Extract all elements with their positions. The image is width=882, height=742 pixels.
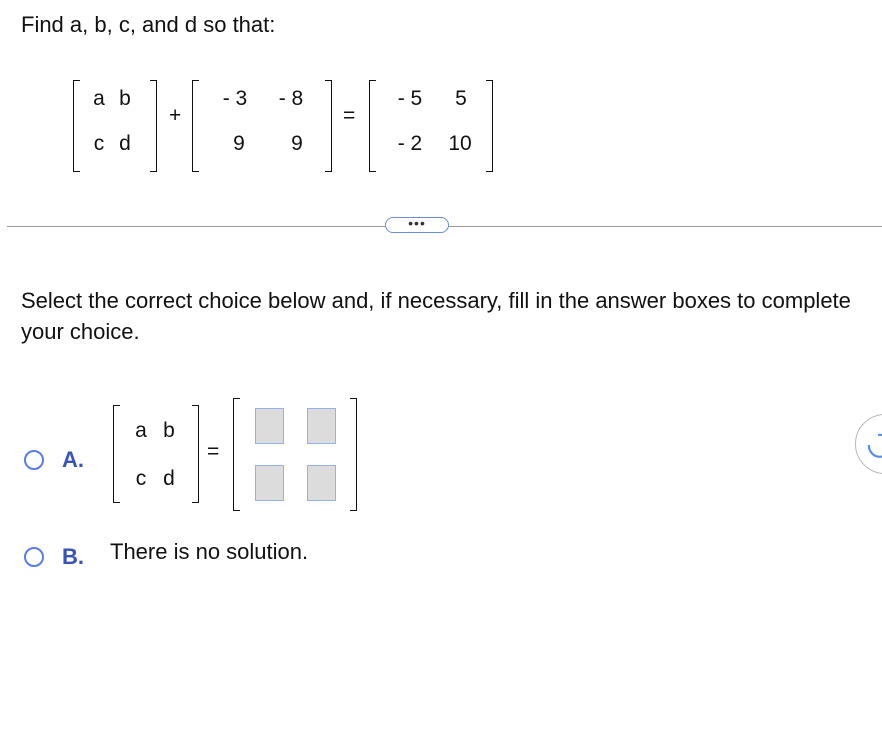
choice-a-matrix-abcd bbox=[113, 405, 199, 503]
right-bracket bbox=[486, 80, 493, 172]
refresh-icon[interactable] bbox=[855, 414, 882, 474]
plus-sign: + bbox=[169, 104, 182, 127]
choice-a-answer-matrix bbox=[233, 398, 357, 511]
matrix-abcd bbox=[73, 80, 157, 172]
matrix-addend bbox=[192, 80, 332, 172]
equals-sign: = bbox=[343, 104, 356, 127]
matrix-cell: 9 bbox=[233, 132, 245, 155]
left-bracket bbox=[113, 405, 120, 503]
matrix-cell: - 3 bbox=[222, 87, 248, 110]
matrix-cell: - 8 bbox=[278, 87, 304, 110]
choice-b-text[interactable]: There is no solution. bbox=[110, 539, 309, 564]
more-button[interactable]: ••• bbox=[385, 217, 449, 233]
matrix-cell: a bbox=[135, 419, 147, 442]
matrix-cell: b bbox=[163, 419, 175, 442]
instruction-text: Select the correct choice below and, if necessary, fill in the answer boxes to complete your choice. bbox=[21, 288, 851, 344]
problem-prompt: Find a, b, c, and d so that: bbox=[21, 12, 276, 37]
matrix-cell: c bbox=[93, 132, 105, 155]
right-bracket bbox=[150, 80, 157, 172]
left-bracket bbox=[73, 80, 80, 172]
matrix-cell: 9 bbox=[291, 132, 303, 155]
choice-b-radio[interactable] bbox=[24, 547, 44, 567]
choice-b-label[interactable]: B. bbox=[62, 544, 84, 569]
matrix-cell: d bbox=[163, 467, 175, 490]
answer-box-a[interactable] bbox=[255, 408, 284, 444]
left-bracket bbox=[369, 80, 376, 172]
matrix-cell: 5 bbox=[455, 87, 467, 110]
answer-box-b[interactable] bbox=[307, 408, 336, 444]
matrix-cell: 10 bbox=[448, 132, 472, 155]
matrix-cell: - 5 bbox=[397, 87, 423, 110]
answer-box-c[interactable] bbox=[255, 465, 284, 501]
matrix-cell: a bbox=[93, 87, 105, 110]
equals-sign: = bbox=[207, 440, 220, 463]
choice-a-label[interactable]: A. bbox=[62, 447, 84, 472]
right-bracket bbox=[325, 80, 332, 172]
matrix-cell: - 2 bbox=[397, 132, 423, 155]
matrix-cell: d bbox=[119, 132, 131, 155]
left-bracket bbox=[192, 80, 199, 172]
refresh-glyph bbox=[856, 415, 882, 475]
matrix-result bbox=[369, 80, 493, 172]
right-bracket bbox=[192, 405, 199, 503]
matrix-cell: c bbox=[135, 467, 147, 490]
right-bracket bbox=[350, 398, 357, 511]
answer-box-d[interactable] bbox=[307, 465, 336, 501]
choice-a-radio[interactable] bbox=[24, 450, 44, 470]
matrix-cell: b bbox=[119, 87, 131, 110]
left-bracket bbox=[233, 398, 240, 511]
